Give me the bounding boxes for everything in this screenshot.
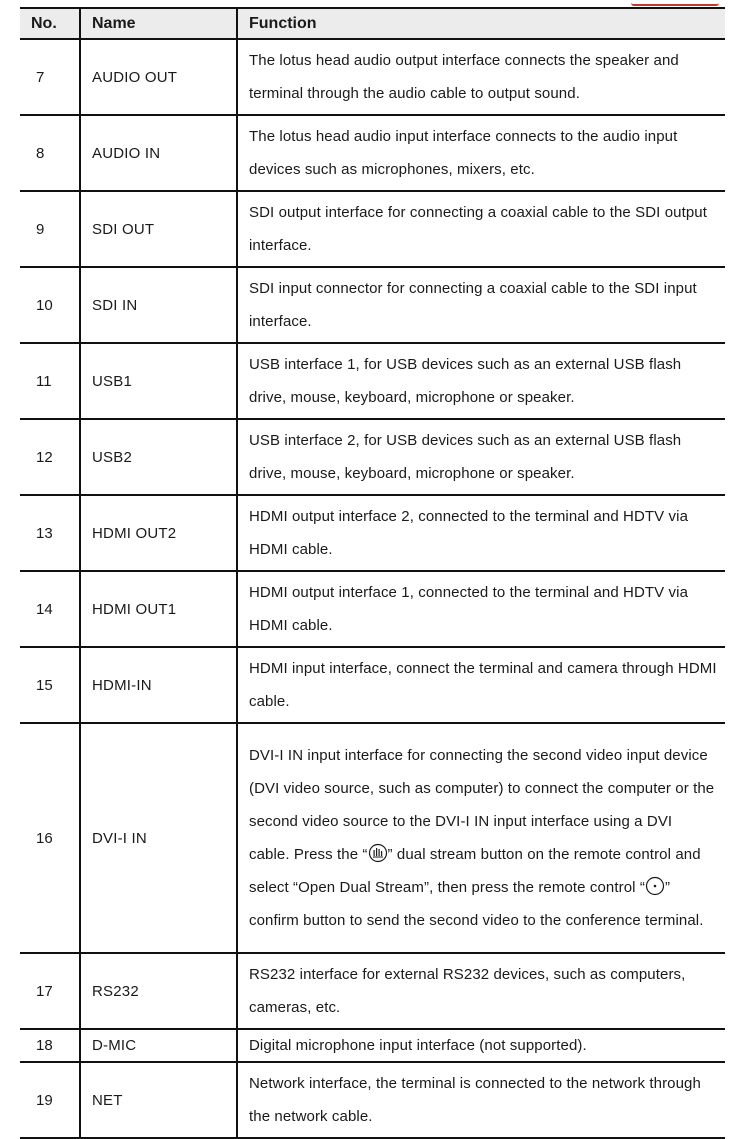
row-function: SDI input connector for connecting a coaxial cable to the SDI input interface. [237, 267, 725, 343]
header-name: Name [80, 8, 237, 39]
row-function: HDMI output interface 2, connected to the terminal and HDTV via HDMI cable. [237, 495, 725, 571]
row-name: RS232 [80, 953, 237, 1029]
row-function: HDMI input interface, connect the terminal and camera through HDMI cable. [237, 647, 725, 723]
row-function: SDI output interface for connecting a coaxial cable to the SDI output interface. [237, 191, 725, 267]
row-no: 12 [20, 419, 80, 495]
row-function: RS232 interface for external RS232 devices, such as computers, cameras, etc. [237, 953, 725, 1029]
row-name: USB1 [80, 343, 237, 419]
confirm-button-icon [645, 876, 665, 896]
table-row [20, 1029, 725, 1062]
table-row [20, 1062, 725, 1138]
row-no: 16 [20, 723, 80, 953]
row-no: 18 [20, 1029, 80, 1062]
row-name: SDI OUT [80, 191, 237, 267]
function-text: DVI-I IN input interface for connecting the second video input device (DVI video source, such as computer) to connect the computer or the second video source to the DVI-I IN input interface using a DVI cable. Press the “ [249, 747, 715, 863]
row-name: DVI-I IN [80, 723, 237, 953]
row-no: 17 [20, 953, 80, 1029]
header-no: No. [20, 8, 80, 39]
row-function: The lotus head audio output interface connects the speaker and terminal through the audio cable to output sound. [237, 39, 725, 115]
row-no: 8 [20, 115, 80, 191]
row-no: 11 [20, 343, 80, 419]
table-row [20, 419, 725, 495]
dual-stream-button-icon [368, 843, 388, 863]
table-row [20, 495, 725, 571]
row-name: D-MIC [80, 1029, 237, 1062]
table-row [20, 191, 725, 267]
row-name: AUDIO IN [80, 115, 237, 191]
row-no: 10 [20, 267, 80, 343]
row-name: USB2 [80, 419, 237, 495]
row-no: 13 [20, 495, 80, 571]
row-function: The lotus head audio input interface connects to the audio input devices such as microphones, mixers, etc. [237, 115, 725, 191]
row-function: USB interface 2, for USB devices such as an external USB flash drive, mouse, keyboard, microphone or speaker. [237, 419, 725, 495]
row-function: USB interface 1, for USB devices such as an external USB flash drive, mouse, keyboard, microphone or speaker. [237, 343, 725, 419]
table-row [20, 39, 725, 115]
row-no: 19 [20, 1062, 80, 1138]
row-no: 15 [20, 647, 80, 723]
row-name: NET [80, 1062, 237, 1138]
row-name: AUDIO OUT [80, 39, 237, 115]
header-function: Function [237, 8, 725, 39]
table-header-row [20, 8, 725, 39]
table-row [20, 723, 725, 953]
table-row [20, 115, 725, 191]
row-name: HDMI OUT2 [80, 495, 237, 571]
function-text: ” confirm button to send the second video to the conference terminal. [249, 879, 704, 929]
row-no: 14 [20, 571, 80, 647]
row-name: SDI IN [80, 267, 237, 343]
table-row [20, 343, 725, 419]
table-row [20, 647, 725, 723]
row-no: 7 [20, 39, 80, 115]
row-function: Digital microphone input interface (not supported). [237, 1029, 725, 1062]
row-no: 9 [20, 191, 80, 267]
page-header-mark [631, 0, 719, 6]
table-row [20, 571, 725, 647]
row-name: HDMI-IN [80, 647, 237, 723]
row-function: Network interface, the terminal is connected to the network through the network cable. [237, 1062, 725, 1138]
row-function [237, 723, 725, 953]
function-text: ” dual stream button on the remote control and select “Open Dual Stream”, then press the remote control “ [249, 846, 701, 896]
table-row [20, 953, 725, 1029]
table-row [20, 267, 725, 343]
row-function: HDMI output interface 1, connected to the terminal and HDTV via HDMI cable. [237, 571, 725, 647]
row-name: HDMI OUT1 [80, 571, 237, 647]
interface-table [20, 7, 725, 1139]
